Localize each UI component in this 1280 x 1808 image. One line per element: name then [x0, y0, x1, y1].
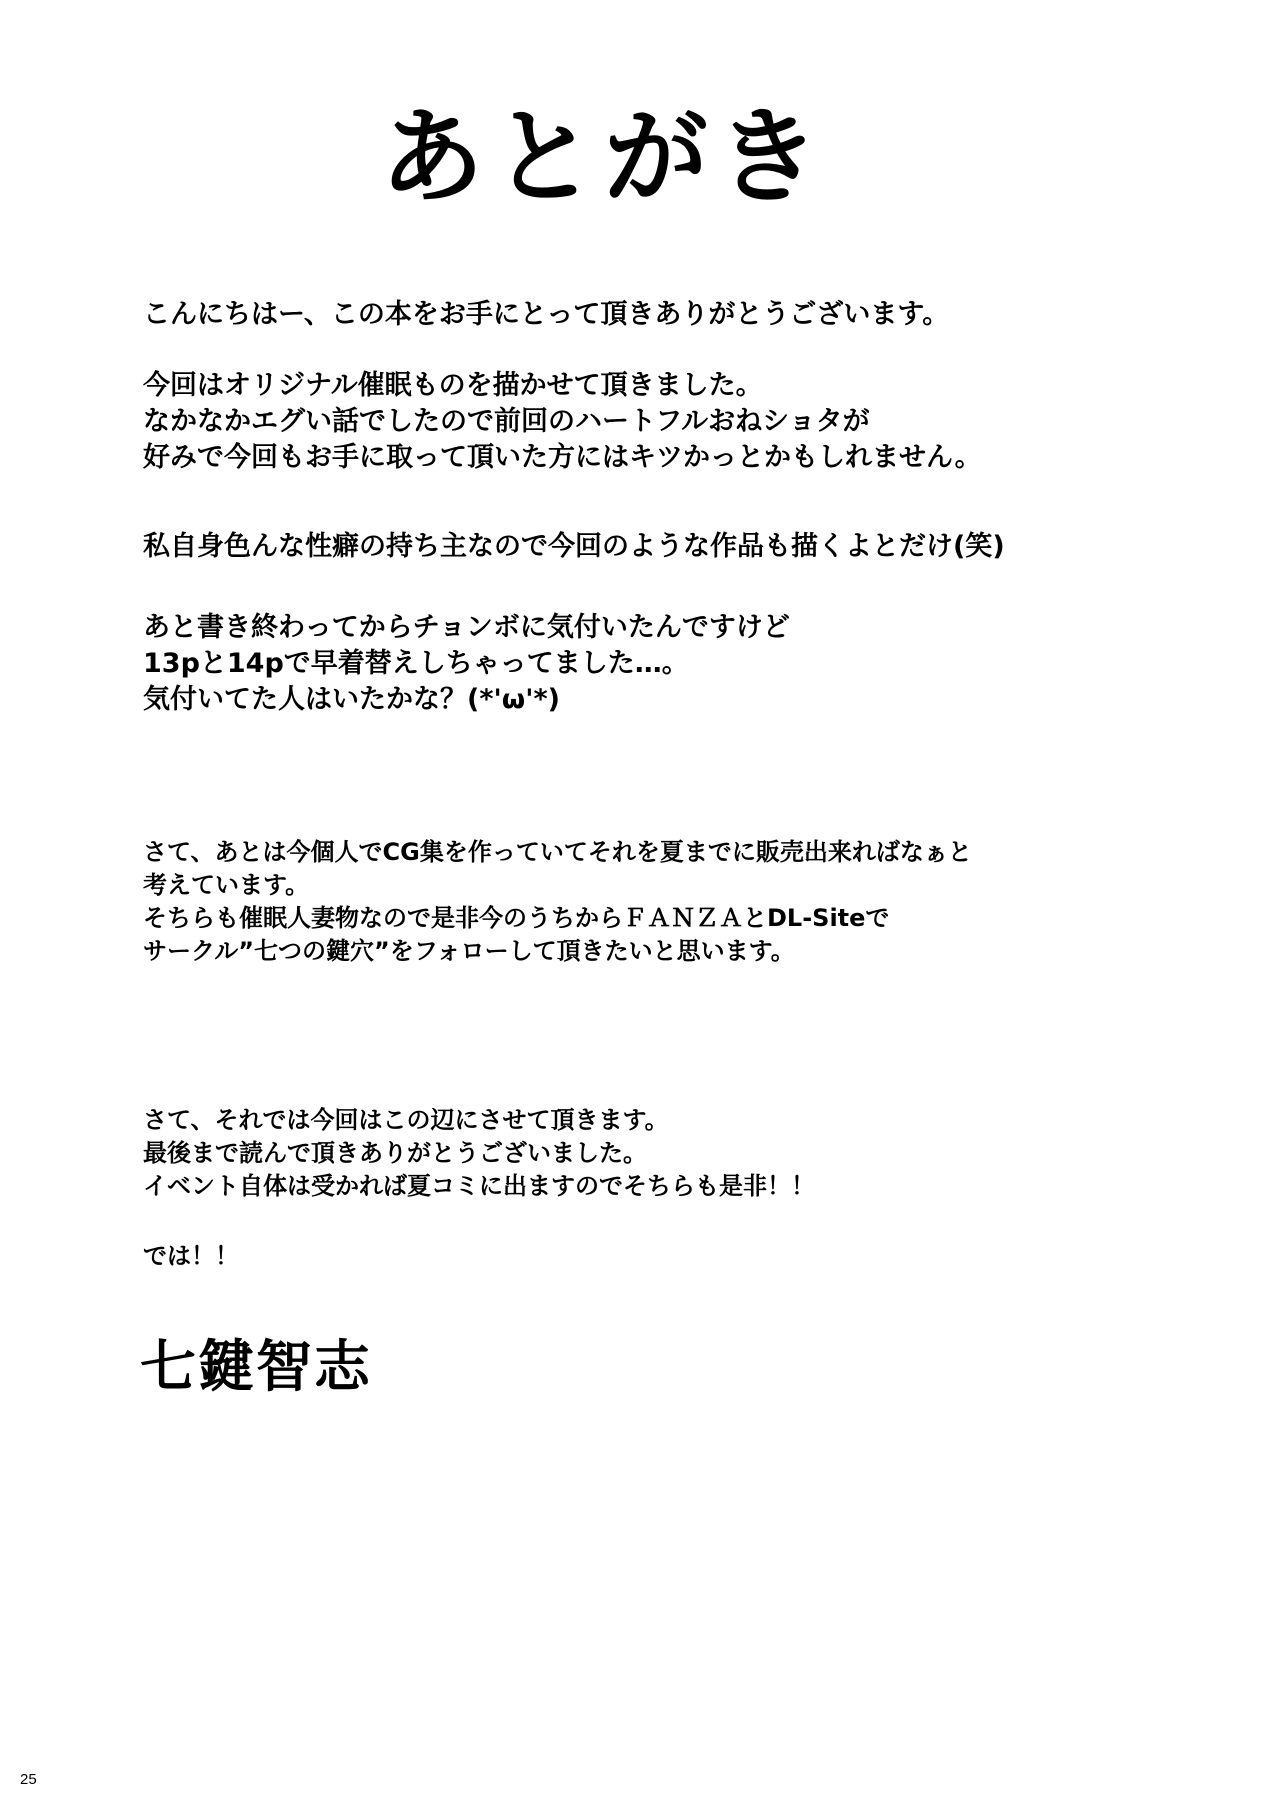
text-line: 好みで今回もお手に取って頂いた方にはキツかっとかもしれません。: [143, 442, 982, 473]
text-line: あと書き終わってからチョンボに気付いたんですけど: [143, 612, 790, 643]
text-line: サークル”七つの鍵穴”をフォローして頂きたいと思います。: [143, 937, 795, 965]
paragraph-farewell: [143, 1240, 239, 1273]
paragraph-greeting: [143, 297, 949, 333]
text-line: では！！: [143, 1242, 239, 1270]
paragraph-about-work: [143, 368, 982, 476]
text-line: 気付いてた人はいたかな？(*'ω'*): [143, 684, 560, 715]
page-number: 25: [20, 1771, 37, 1788]
text-line: イベント自体は受かれば夏コミに出ますのでそちらも是非！！: [143, 1172, 815, 1200]
text-line: さて、それでは今回はこの辺にさせて頂きます。: [143, 1106, 669, 1134]
paragraph-cg-collection: [143, 836, 972, 968]
text-line: 最後まで読んで頂きありがとうございました。: [143, 1139, 647, 1167]
text-line: さて、あとは今個人でCG集を作っていてそれを夏までに販売出来ればなぁと: [143, 838, 972, 866]
page-title: あとがき: [380, 96, 829, 218]
paragraph-mistake-note: [143, 610, 790, 718]
paragraph-closing: [143, 1104, 815, 1203]
author-signature: 七鍵智志: [140, 1335, 372, 1400]
text-line: こんにちはー、この本をお手にとって頂きありがとうございます。: [143, 299, 950, 330]
text-line: なかなかエグい話でしたので前回のハートフルおねショタが: [143, 406, 870, 437]
text-line: 13pと14pで早着替えしちゃってました…。: [143, 648, 689, 679]
text-line: 考えています。: [143, 871, 310, 899]
text-line: 私自身色んな性癖の持ち主なので今回のような作品も描くよとだけ(笑): [143, 531, 1005, 562]
text-line: そちらも催眠人妻物なので是非今のうちからＦＡＮＺＡとDL-Siteで: [143, 904, 890, 932]
paragraph-personal-note: [143, 529, 1005, 565]
text-line: 今回はオリジナル催眠ものを描かせて頂きました。: [143, 370, 763, 401]
